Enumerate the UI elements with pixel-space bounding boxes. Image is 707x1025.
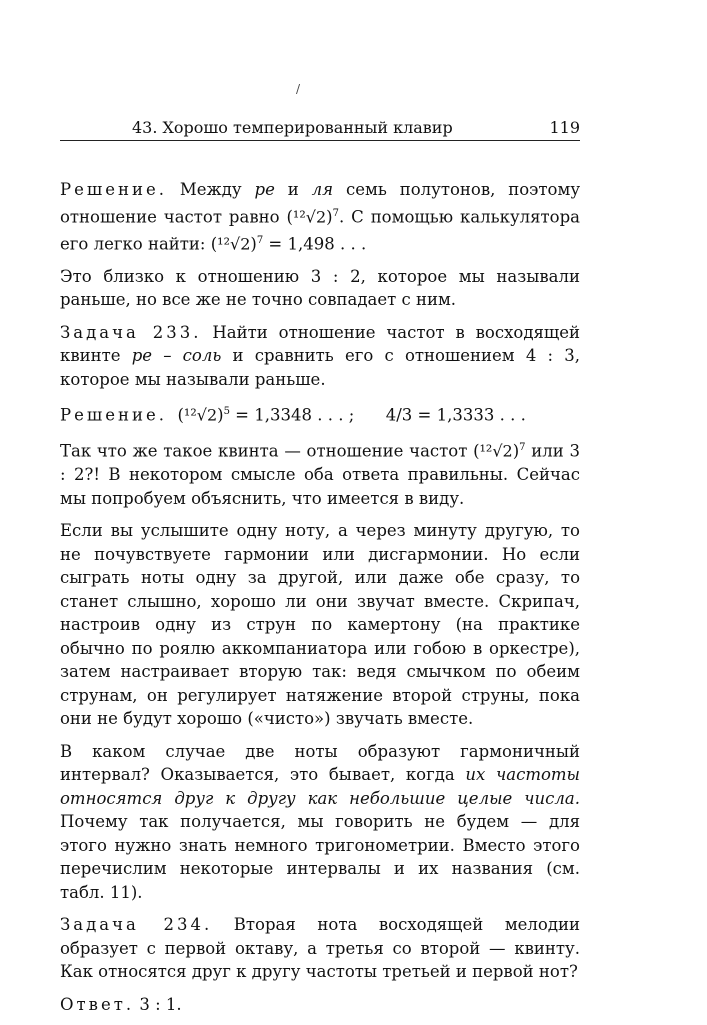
- solution-label: Решение.: [60, 405, 167, 425]
- root-expression: ¹²√2: [292, 207, 327, 226]
- header-title: 43. Хорошо темперированный клавир: [132, 118, 453, 137]
- page-body: [60, 178, 580, 1025]
- exponent: 7: [256, 234, 264, 246]
- note-name: ля: [311, 180, 334, 199]
- solution-paragraph: [60, 178, 580, 256]
- exponent: 7: [332, 207, 339, 219]
- text-span: Так что же такое квинта — отношение частот (: [60, 441, 480, 461]
- note-name: ре: [254, 180, 275, 199]
- problem-label: Задача 234.: [60, 915, 213, 934]
- text-span: . С помощью калькулятора его легко найти: (: [60, 207, 581, 253]
- paragraph: Если вы услышите одну ноту, а через минуту другую, то не почувствуете гармонии или дисгармонии. Но если сыграть ноты одну за другой, или даже обе сразу, то станет слышно, хорошо ли они звучат вместе. Скрипач, настроив одну из струн по камертону (на практике обычно по роялю аккомпаниатора или гобою в оркестре), затем настраивает вторую так: ведя смычком по обеим струнам, он регулирует натяжение второй струны, пока они не будут хорошо («чисто») звучать вместе.: [60, 521, 580, 728]
- answer: [60, 993, 580, 1017]
- problem-233: [60, 321, 580, 392]
- root-expression: ¹²√2: [217, 234, 251, 253]
- answer-value: 3 : 1.: [139, 994, 182, 1014]
- root-expression: ¹²√2: [183, 405, 218, 425]
- problem-label: Задача 233.: [60, 322, 202, 342]
- root-expression: ¹²√2: [479, 441, 513, 461]
- emphasis: их частоты относятся друг к другу как небольшие целые числа.: [60, 765, 580, 808]
- text-span: семь полутонов, поэтому отношение частот равно (: [60, 180, 581, 226]
- text-span: = 1,498 . . .: [263, 234, 367, 253]
- solution-label: Решение.: [60, 180, 167, 199]
- text-span: и: [287, 180, 299, 199]
- text-span: 4/3 = 1,3333 . . .: [385, 405, 526, 425]
- paragraph: [60, 436, 580, 510]
- text-span: или 3 : 2?! В некотором смысле оба ответа правильны. Сейчас мы попробуем объяснить, что имеется в виду.: [60, 441, 580, 508]
- problem-234: [60, 913, 580, 984]
- text-span: ): [250, 234, 257, 253]
- text-span: ): [217, 405, 224, 425]
- running-header: [60, 116, 580, 141]
- page-number: 119: [549, 118, 580, 137]
- text-span: ): [326, 207, 333, 226]
- solution-233: [60, 400, 580, 427]
- text-span: Найти отношение частот в восходящей квинте: [60, 322, 581, 365]
- text-span: Между: [179, 180, 242, 199]
- text-span: В каком случае две ноты образуют гармоничный интервал? Оказывается, это бывает, когда: [60, 741, 580, 784]
- exponent: 5: [223, 406, 230, 417]
- note-names: ре – соль: [131, 346, 222, 365]
- text-span: Вторая нота восходящей мелодии образует с первой октаву, а третья со второй — квинту. Как относятся друг к другу частоты третьей и первой нот?: [60, 915, 581, 981]
- exponent: 7: [519, 442, 526, 453]
- text-span: и сравнить его с отношением 4 : 3, которое мы называли раньше.: [60, 346, 581, 389]
- paragraph: [60, 740, 580, 905]
- text-span: ): [512, 441, 520, 461]
- answer-label: Ответ.: [60, 994, 135, 1014]
- text-span: = 1,3348 . . . ;: [229, 405, 355, 425]
- paragraph: Это близко к отношению 3 : 2, которое мы называли раньше, но все же не точно совпадает с ним.: [60, 266, 580, 309]
- text-span: Почему так получается, мы говорить не будем — для этого нужно знать немного тригонометрии. Вместо этого перечислим некоторые интервалы и их названия (см. табл. 11).: [60, 812, 580, 902]
- stray-mark: /: [296, 82, 301, 96]
- text-span: (: [177, 405, 184, 425]
